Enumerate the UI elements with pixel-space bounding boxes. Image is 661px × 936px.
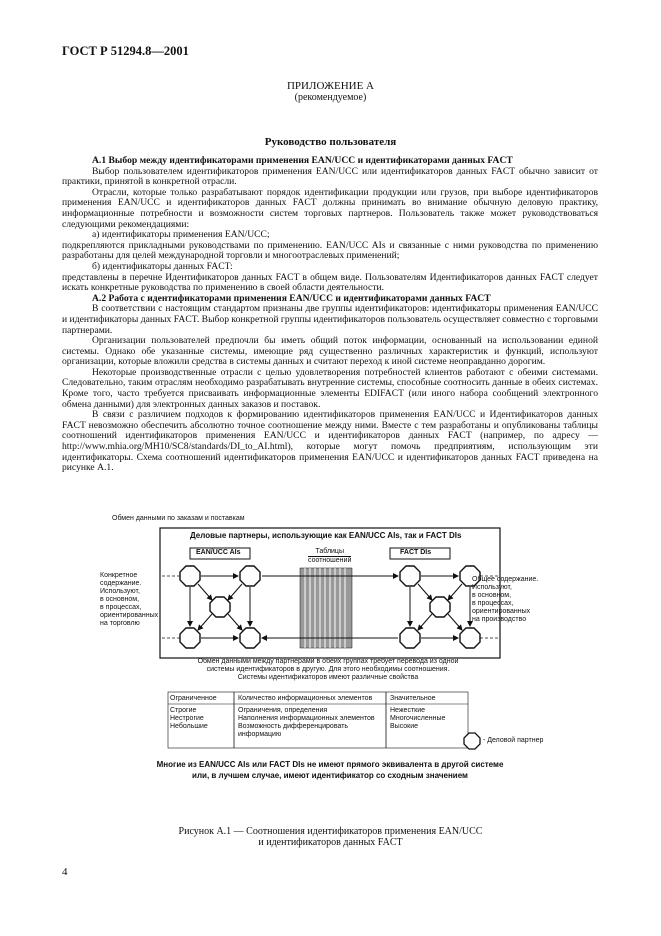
partner-node — [400, 566, 420, 586]
paragraph: Некоторые производственные отрасли с целью удовлетворения потребностей клиентов работают с обеими системами. Следовательно, таким отраслям необходимо разрабатывать внутренние системы, способные соотносить данные в обеих системах. Кроме того, часто требуется присваивать информационные элементы EDIFACT (или иного набора сообщений электронного обмена данными) для электронных данных заказов и поставок. — [62, 366, 598, 410]
partner-node — [400, 628, 420, 648]
col2-items: Ограничения, определения Наполнения информационных элементов Возможность дифференцировать информацию — [238, 707, 375, 738]
right-note: Общее содержание. Используют, в основном, в процессах, ориентированных на производство — [472, 576, 539, 623]
partner-node — [210, 597, 230, 617]
partner-node — [240, 566, 260, 586]
list-item-description: представлены в перечне Идентификаторов данных FACT в общем виде. Пользователям Идентификаторов данных FACT следует искать конкретные руководства по применению в своей области деятельности. — [62, 271, 598, 294]
paragraph: В связи с различием подходов к формированию идентификаторов применения EAN/UCC и Идентификаторов данных FACT невозможно обеспечить абсолютно точное соотношение между ними. Вместе с тем разработаны и опубликованы таблицы соотношений идентификаторов применения EAN/UCC и идентификаторов данных FACT (например, по адресу — http://www.mhia.org/MH10/SC8/standards/DI_to_AI.html), которые могут помочь предприятиям, использующим эти идентификаторы. Схема соотношений идентификаторов применения EAN/UCC и идентификаторов данных FACT приведена на рисунке А.1. — [62, 409, 598, 474]
tables-column — [300, 568, 352, 648]
exchange-note: Обмен данными между партнерами в обеих группах требует перевода из одной системы идентификаторов в другую. Для этого необходимы соотношения. Системы идентификаторов имеют различные свойства — [197, 658, 459, 681]
legend-label: - Деловой партнер — [483, 737, 544, 744]
paragraph: Организации пользователей предпочли бы иметь общий поток информации, основанный на использовании единой системы. Однако обе указанные системы, имеющие ряд существенно различных характеристик и функций, используют организации, которые вложили средства в системы данных и считают переход к иной системе неоправданно дорогим. — [62, 335, 598, 368]
legend-icon — [464, 733, 480, 749]
bottom-note: Многие из EAN/UCC AIs или FACT DIs не имеют прямого эквивалента в другой системе или, в лучшем случае, имеют идентификатор со сходным значением — [156, 760, 504, 780]
paragraph: В соответствии с настоящим стандартом признаны две группы идентификаторов: идентификаторы применения EAN/UCC и идентификаторы данных FACT. Выбор конкретной группы идентификаторов пользователь осуществляет совместно с торговыми партнерами. — [62, 303, 598, 336]
col1-head: Ограниченное — [170, 695, 217, 702]
relationship-diagram — [100, 512, 560, 790]
col3-items: Нежесткие Многочисленные Высокие — [390, 707, 446, 730]
partner-node — [180, 628, 200, 648]
partner-node — [180, 566, 200, 586]
fact-label: FACT DIs — [400, 549, 432, 556]
col3-head: Значительное — [390, 695, 436, 702]
ean-label: EAN/UCC AIs — [196, 549, 241, 556]
exchange-label: Обмен данными по заказам и поставкам — [112, 515, 245, 522]
col1-items: Строгие Нестрогие Небольшие — [170, 707, 208, 730]
standard-header: ГОСТ Р 51294.8—2001 — [62, 44, 189, 58]
tables-label: Таблицы соотношений — [308, 548, 352, 564]
page-number: 4 — [62, 866, 68, 878]
paragraph: Отрасли, которые только разрабатывают порядок идентификации продукции или грузов, при выборе идентификаторов применения EAN/UCC и идентификаторов данных FACT должны принимать во внимание обычную деловую практику, информационные потребности и возможности систем торговых партнеров. Пользователь также может руководствоваться следующими рекомендациями: — [62, 186, 598, 230]
guide-title: Руководство пользователя — [264, 136, 397, 148]
body-text — [62, 156, 598, 474]
partner-node — [460, 628, 480, 648]
figure-caption: Рисунок А.1 — Соотношения идентификаторов применения EAN/UCC и идентификаторов данных FACT — [178, 826, 483, 848]
list-item: б) идентификаторы данных FACT: — [92, 260, 233, 272]
left-note: Конкретное содержание. Используют, в основном, в процессах, ориентированных на торговлю — [100, 572, 159, 627]
paragraph: Выбор пользователем идентификаторов применения EAN/UCC или идентификаторов данных FACT обычно зависит от практики, принятой в конкретной отрасли. — [62, 165, 598, 188]
annex-subtitle: (рекомендуемое) — [294, 92, 367, 103]
partner-node — [240, 628, 260, 648]
partner-node — [430, 597, 450, 617]
list-item: а) идентификаторы применения EAN/UCC; — [92, 229, 270, 241]
list-item-description: подкрепляются прикладными руководствами по применению. EAN/UCC AIs и связанные с ними руководства по применению разработаны для целей международной торговли и многоотраслевых применений; — [62, 239, 598, 262]
partners-title: Деловые партнеры, использующие как EAN/UCC AIs, так и FACT DIs — [190, 531, 462, 540]
annex-title: ПРИЛОЖЕНИЕ А — [286, 80, 374, 92]
col2-head: Количество информационных элементов — [238, 695, 373, 702]
section-a2-title: А.2 Работа с идентификаторами применения EAN/UCC и идентификаторами данных FACT — [92, 292, 491, 304]
section-a1-title: А.1 Выбор между идентификаторами применения EAN/UCC и идентификаторами данных FACT — [92, 155, 513, 166]
